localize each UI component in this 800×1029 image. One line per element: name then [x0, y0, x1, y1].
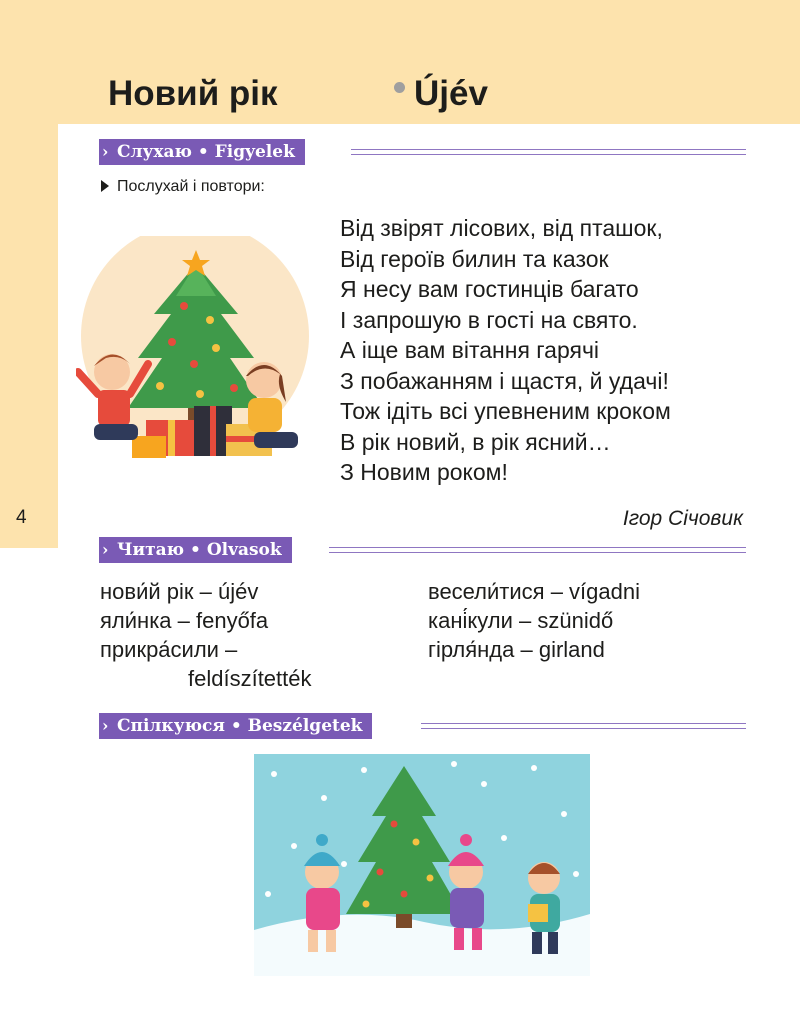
section-label-listen: › Слухаю • Figyelek — [99, 139, 305, 165]
side-band — [0, 0, 58, 548]
section-rule — [329, 552, 746, 553]
poem-line: Тож ідіть всі упевненим кроком — [340, 398, 671, 424]
poem-line: Я несу вам гостинців багато — [340, 276, 639, 302]
chevron-right-icon: › — [102, 716, 109, 735]
poem-line: Від звірят лісових, від пташок, — [340, 215, 663, 241]
vocab-item: прикра́сили – — [100, 637, 238, 662]
poem-line: З побажанням і щастя, й удачі! — [340, 367, 669, 394]
page-title-ua: Новий рік — [108, 74, 278, 113]
instruction: Послухай і повтори: — [101, 178, 265, 196]
poem-line: Від героїв билин та казок — [340, 245, 609, 272]
winter-kids-scene-illustration — [254, 754, 590, 976]
section-rule — [421, 728, 746, 729]
page-title-hu: Újév — [414, 74, 488, 113]
vocab-item: гірля́нда – girland — [428, 637, 605, 662]
section-talk — [99, 713, 746, 739]
title-separator-dot — [394, 82, 405, 93]
section-rule — [421, 723, 746, 724]
page-number: 4 — [16, 507, 27, 528]
vocab-item: кані́кули – szünidő — [428, 608, 614, 633]
kids-christmas-tree-illustration — [76, 236, 314, 468]
poem-line: З Новим роком! — [340, 459, 508, 485]
vocab-item: яли́нка – fenyőfa — [100, 608, 269, 633]
section-rule — [351, 149, 746, 150]
vocabulary-right — [428, 577, 640, 664]
poem-line: В рік новий, в рік ясний… — [340, 428, 611, 455]
section-label-read: › Читаю • Olvasok — [99, 537, 292, 563]
chevron-right-icon: › — [102, 142, 109, 161]
poem — [340, 213, 671, 488]
section-label-talk: › Спілкуюся • Beszélgetek — [99, 713, 372, 739]
play-triangle-icon — [101, 180, 109, 192]
vocab-item: весели́тися – vígadni — [428, 579, 640, 604]
poem-line: І запрошую в гості на свято. — [340, 306, 638, 333]
vocab-item: нови́й рік – újév — [100, 579, 259, 604]
vocabulary-left — [100, 577, 312, 693]
chevron-right-icon: › — [102, 540, 109, 559]
poem-author: Ігор Січовик — [622, 507, 743, 530]
section-read — [99, 537, 746, 563]
section-rule — [351, 154, 746, 155]
vocab-item: feldíszítették — [188, 666, 312, 691]
section-rule — [329, 547, 746, 548]
section-listen — [99, 139, 746, 165]
poem-line: А іще вам вітання гарячі — [340, 337, 600, 363]
